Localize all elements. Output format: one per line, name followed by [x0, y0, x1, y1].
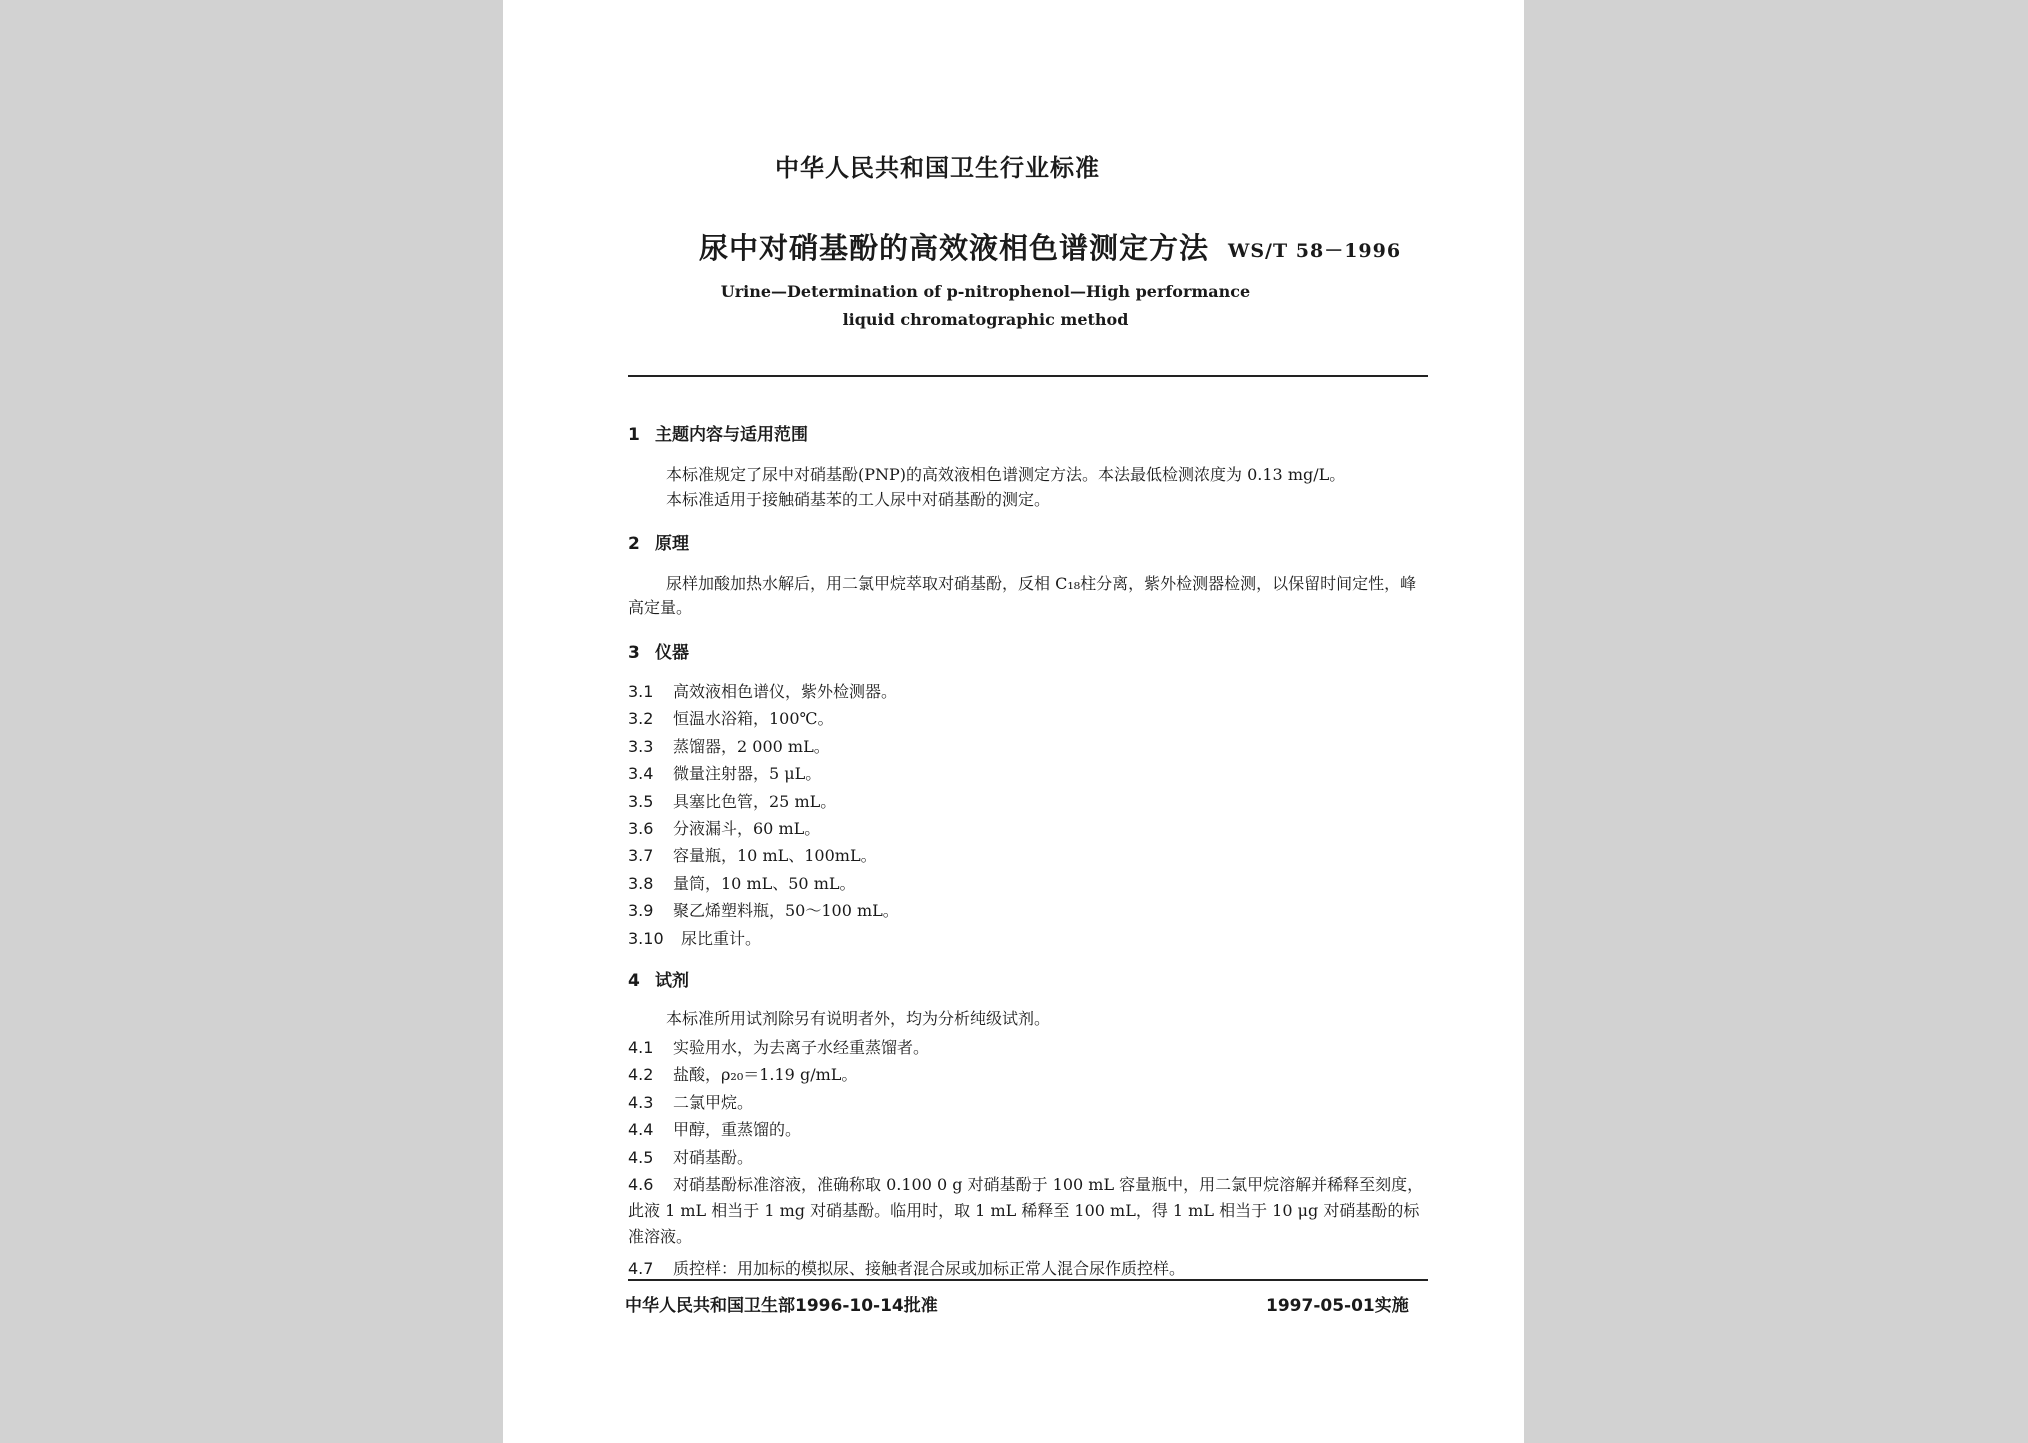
section-heading-3 — [628, 638, 689, 663]
section-1-paragraph-1: 本标准规定了尿中对硝基酚(PNP)的高效液相色谱测定方法。本法最低检测浓度为 0.13 mg/L。 — [666, 465, 1346, 484]
item-text: 微量注射器，5 μL。 — [673, 764, 822, 783]
section-title: 仪器 — [655, 643, 689, 663]
item-text: 聚乙烯塑料瓶，50～100 mL。 — [673, 901, 899, 920]
list-item — [628, 1035, 929, 1058]
section-1-paragraph-2: 本标准适用于接触硝基苯的工人尿中对硝基酚的测定。 — [666, 490, 1051, 509]
section-title: 主题内容与适用范围 — [655, 425, 808, 445]
item-number: 3.8 — [628, 874, 654, 893]
section-title: 试剂 — [655, 971, 689, 991]
item-text: 质控样：用加标的模拟尿、接触者混合尿或加标正常人混合尿作质控样。 — [673, 1259, 1186, 1278]
section-heading-4 — [628, 966, 689, 991]
item-number: 3.2 — [628, 709, 654, 728]
effective-date: 1997-05-01实施 — [1266, 1296, 1409, 1316]
list-item — [628, 1062, 857, 1085]
item-text: 蒸馏器，2 000 mL。 — [673, 737, 830, 756]
item-number: 3.3 — [628, 737, 654, 756]
list-item — [628, 926, 761, 949]
item-number: 3.10 — [628, 929, 664, 948]
footer-divider — [628, 1279, 1428, 1281]
item-text: 量筒，10 mL、50 mL。 — [673, 874, 856, 893]
item-text: 盐酸，ρ₂₀＝1.19 g/mL。 — [673, 1065, 858, 1084]
header-divider — [628, 375, 1428, 377]
document-page — [503, 0, 1524, 1443]
item-number: 4.3 — [628, 1093, 654, 1112]
list-item — [628, 734, 830, 757]
section-2-paragraph-1: 尿样加酸加热水解后，用二氯甲烷萃取对硝基酚，反相 C₁₈柱分离，紫外检测器检测，以保留时间定性，峰高定量。 — [628, 574, 1417, 617]
section-number: 1 — [628, 425, 640, 445]
list-item — [628, 816, 820, 839]
list-item — [628, 1256, 1185, 1279]
section-title: 原理 — [655, 534, 689, 554]
item-number: 4.4 — [628, 1120, 654, 1139]
document-title-cn: 尿中对硝基酚的高效液相色谱测定方法 — [699, 231, 1210, 265]
section-heading-2 — [628, 529, 689, 554]
item-number: 4.6 — [628, 1175, 654, 1194]
item-number: 4.1 — [628, 1038, 654, 1057]
list-item — [628, 843, 877, 866]
item-text: 二氯甲烷。 — [673, 1093, 754, 1112]
item-text: 高效液相色谱仪，紫外检测器。 — [673, 682, 898, 701]
section-number: 2 — [628, 534, 640, 554]
list-item — [628, 1145, 753, 1168]
item-text: 实验用水，为去离子水经重蒸馏者。 — [673, 1038, 930, 1057]
list-item — [628, 679, 897, 702]
list-item — [628, 1090, 753, 1113]
standard-code: WS/T 58－1996 — [1228, 240, 1402, 262]
item-number: 4.7 — [628, 1259, 654, 1278]
item-text: 对硝基酚标准溶液，准确称取 0.100 0 g 对硝基酚于 100 mL 容量瓶中，用二氯甲烷溶解并稀释至刻度，此液 1 mL 相当于 1 mg 对硝基酚。临用时，取 1 mL 稀释至 100 mL，得 1 mL 相当于 10 μg 对硝基酚的标准溶液。 — [628, 1175, 1424, 1246]
issuing-organization: 中华人民共和国卫生行业标准 — [775, 154, 1100, 182]
section-number: 4 — [628, 971, 640, 991]
item-number: 3.9 — [628, 901, 654, 920]
item-number: 3.6 — [628, 819, 654, 838]
list-item — [628, 871, 856, 894]
item-text: 容量瓶，10 mL、100mL。 — [673, 846, 877, 865]
section-4-intro: 本标准所用试剂除另有说明者外，均为分析纯级试剂。 — [666, 1009, 1051, 1028]
section-number: 3 — [628, 643, 640, 663]
list-item — [628, 706, 833, 729]
item-number: 4.2 — [628, 1065, 654, 1084]
item-text: 甲醇，重蒸馏的。 — [673, 1120, 802, 1139]
item-text: 尿比重计。 — [681, 929, 762, 948]
item-number: 3.1 — [628, 682, 654, 701]
item-number: 4.5 — [628, 1148, 654, 1167]
item-number: 3.7 — [628, 846, 654, 865]
list-item — [628, 898, 899, 921]
item-text: 对硝基酚。 — [673, 1148, 754, 1167]
list-item — [628, 1117, 801, 1140]
list-item — [628, 1172, 1428, 1250]
item-number: 3.5 — [628, 792, 654, 811]
list-item — [628, 789, 836, 812]
approval-date: 中华人民共和国卫生部1996-10-14批准 — [625, 1296, 938, 1316]
item-text: 分液漏斗，60 mL。 — [673, 819, 821, 838]
item-text: 恒温水浴箱，100℃。 — [673, 709, 834, 728]
section-heading-1 — [628, 420, 808, 445]
document-title-en: Urine—Determination of p-nitrophenol—High performance liquid chromatographic method — [720, 282, 1251, 329]
item-text: 具塞比色管，25 mL。 — [673, 792, 837, 811]
item-number: 3.4 — [628, 764, 654, 783]
list-item — [628, 761, 821, 784]
